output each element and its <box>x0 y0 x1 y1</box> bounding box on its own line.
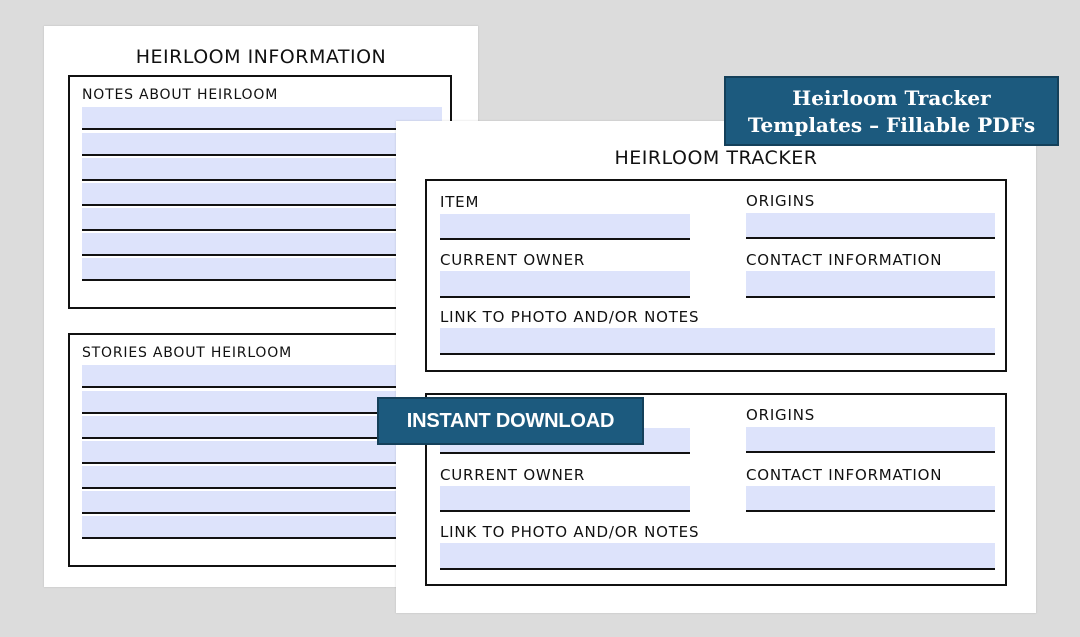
current-owner-label: CURRENT OWNER <box>440 466 586 484</box>
item-field[interactable] <box>440 214 690 240</box>
notes-line-field[interactable] <box>82 133 442 156</box>
current-owner-label: CURRENT OWNER <box>440 251 586 269</box>
stories-line-field[interactable] <box>82 365 442 388</box>
stories-box <box>68 333 452 567</box>
current-owner-field[interactable] <box>440 486 690 512</box>
link-label: LINK TO PHOTO AND/OR NOTES <box>440 523 700 541</box>
instant-download-text: INSTANT DOWNLOAD <box>406 410 615 432</box>
title-banner <box>724 76 1059 146</box>
item-label: ITEM <box>440 193 480 211</box>
notes-label: NOTES ABOUT HEIRLOOM <box>82 87 279 103</box>
page-title: HEIRLOOM TRACKER <box>614 147 818 169</box>
notes-line-field[interactable] <box>82 233 442 256</box>
stories-line-field[interactable] <box>82 491 442 514</box>
contact-information-label: CONTACT INFORMATION <box>746 466 943 484</box>
heirloom-tracker-page <box>396 121 1036 613</box>
contact-information-field[interactable] <box>746 486 995 512</box>
stories-line-field[interactable] <box>82 516 442 539</box>
stories-label: STORIES ABOUT HEIRLOOM <box>82 345 292 361</box>
contact-information-label: CONTACT INFORMATION <box>746 251 943 269</box>
origins-field[interactable] <box>746 213 995 239</box>
stories-line-field[interactable] <box>82 466 442 489</box>
notes-line-field[interactable] <box>82 158 442 181</box>
notes-line-field[interactable] <box>82 208 442 231</box>
page-title: HEIRLOOM INFORMATION <box>135 46 387 68</box>
origins-label: ORIGINS <box>746 192 816 210</box>
notes-line-field[interactable] <box>82 183 442 206</box>
origins-label: ORIGINS <box>746 406 816 424</box>
instant-download-banner <box>377 397 644 445</box>
notes-line-field[interactable] <box>82 107 442 130</box>
tracker-section-1 <box>425 179 1007 372</box>
link-field[interactable] <box>440 543 995 570</box>
current-owner-field[interactable] <box>440 271 690 298</box>
link-label: LINK TO PHOTO AND/OR NOTES <box>440 308 700 326</box>
banner-title-line-2: Templates – Fillable PDFs <box>747 113 1036 137</box>
notes-box <box>68 75 452 309</box>
notes-line-field[interactable] <box>82 258 442 281</box>
contact-information-field[interactable] <box>746 271 995 298</box>
origins-field[interactable] <box>746 427 995 453</box>
banner-title-line-1: Heirloom Tracker <box>792 86 991 110</box>
link-field[interactable] <box>440 328 995 355</box>
